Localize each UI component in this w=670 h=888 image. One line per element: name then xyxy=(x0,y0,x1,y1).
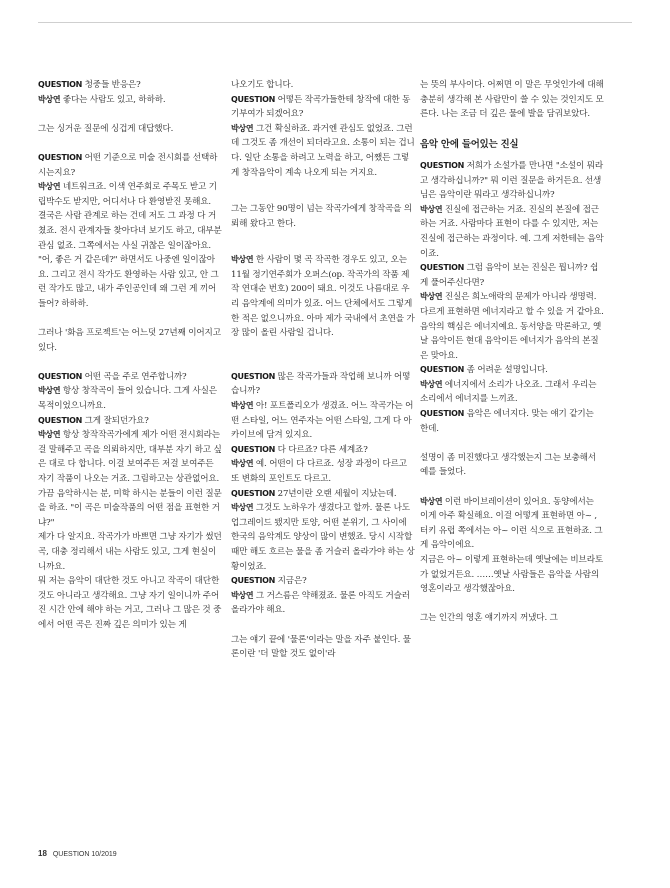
paragraph xyxy=(38,180,222,209)
paragraph-text: 항상 창작곡이 들어 있습니다. 그게 사실은 목적이었으니까요. xyxy=(38,386,217,412)
speaker-label: 박상연 xyxy=(420,292,443,302)
issue-label: QUESTION 10/2019 xyxy=(52,851,117,858)
speaker-label: 박상연 xyxy=(231,459,254,469)
paragraph-text: 결국은 사람 관계로 하는 건데 저도 그 과정 다 거쳤죠. 전시 관계자들 찾아다녀 보기도 하고, 대부분 관심 없죠. 그쪽에서는 사실 귀찮은 일이잖아요. "어, 좋은 거 같은데?" 하면서도 나중엔 일이잖아요. 그리고 전시 작가도 환영하는 사람 있고, 안 그런 작가도 많고, 내가 주인공인데 왜 그런 게 끼어들어? 하하하. xyxy=(38,211,222,309)
question-label: QUESTION xyxy=(231,94,276,104)
paragraph-text: 나오기도 합니다. xyxy=(231,80,294,90)
question-label: QUESTION xyxy=(38,152,83,162)
speaker-label: 박상연 xyxy=(231,503,254,513)
page-footer xyxy=(38,849,117,858)
paragraph-text: 어떻든 작곡가들한테 창작에 대한 동기부여가 되겠어요? xyxy=(231,94,411,120)
paragraph-gap xyxy=(231,618,415,633)
paragraph xyxy=(38,122,222,137)
paragraph xyxy=(420,159,604,203)
paragraph-text: 는 뜻의 부사이다. 어쩌면 이 말은 무엇인가에 대해 충분히 생각해 본 사람만이 쓸 수 있는 것인지도 모른다. 나는 조금 더 깊은 물에 발을 담궈보았다. xyxy=(420,80,604,120)
paragraph-text: 아! 포트폴리오가 생겼죠. 어느 작곡가는 어떤 스타일, 어느 연주자는 어떤 스타일, 그게 다 아카이브에 담겨 있지요. xyxy=(231,401,414,441)
question-label: QUESTION xyxy=(231,371,276,381)
paragraph-gap xyxy=(420,122,604,137)
paragraph xyxy=(420,320,604,364)
paragraph xyxy=(231,501,415,574)
paragraph xyxy=(231,370,415,399)
speaker-label: 박상연 xyxy=(38,386,61,396)
paragraph xyxy=(420,611,604,626)
speaker-label: 박상연 xyxy=(231,123,254,133)
paragraph xyxy=(420,553,604,597)
paragraph-gap xyxy=(231,341,415,370)
paragraph-gap xyxy=(420,597,604,612)
paragraph-text: 음악의 핵심은 에너지예요. 동서양을 막론하고, 옛날 음악이든 현대 음악이든 에너지가 음악의 본질은 맞아요. xyxy=(420,321,602,361)
paragraph xyxy=(420,378,604,407)
speaker-label: 박상연 xyxy=(231,590,254,600)
page-number: 18 xyxy=(38,849,47,858)
paragraph xyxy=(420,290,604,319)
paragraph-text: 어떤 곡을 주로 연주합니까? xyxy=(82,371,187,382)
paragraph-text: 그건 확실하죠. 과거엔 관심도 없었죠. 그런데 그것도 좀 개선이 되더라고요. 소통이 되는 겁니다. 일단 소통을 하려고 노력을 하고, 어쨌든 그렇게 창작음악이 계속 나오게 되는 거지요. xyxy=(231,123,415,178)
question-label: QUESTION xyxy=(231,576,276,586)
paragraph xyxy=(38,487,222,531)
paragraph-text: 그는 싱거운 질문에 싱겁게 대답했다. xyxy=(38,123,174,134)
paragraph-text: 그 거스름은 약해졌죠. 물론 아직도 거슬러 올라가야 해요. xyxy=(231,590,410,616)
speaker-label: 박상연 xyxy=(231,255,254,265)
paragraph-text: 설명이 좀 미진했다고 생각했는지 그는 보충해서 예를 들었다. xyxy=(420,452,596,478)
paragraph-text: 지금은? xyxy=(275,576,307,587)
paragraph xyxy=(38,151,222,180)
paragraph-text: 한 사람이 몇 곡 작곡한 경우도 있고, 오는 11월 정기연주회가 오퍼스(op. 작곡가의 작품 제작 연대순 번호) 200이 돼요. 이것도 나름대로 우리 음악계에 의미가 있죠. 어느 단체에서도 그렇게 한 적은 없으니까요. 아마 제가 국내에서 초연을 가장 많이 올린 사람일 겁니다. xyxy=(231,255,415,339)
question-label: QUESTION xyxy=(420,263,465,273)
paragraph-gap xyxy=(420,480,604,495)
column-2 xyxy=(231,78,415,662)
paragraph-gap xyxy=(38,355,222,370)
paragraph-gap xyxy=(38,312,222,327)
paragraph-text: 항상 창작작곡가에게 제가 어떤 전시회라는 걸 말해주고 곡을 의뢰하지만, 대부분 자기 하고 싶은 대로 다 합니다. 이걸 보여주든 저걸 보여주든 자기 작품이 나오는 거죠. 그림하고는 상관없어요. xyxy=(38,430,222,485)
paragraph xyxy=(420,203,604,261)
paragraph-text: 많은 작곡가들과 작업해 보니까 어떻습니까? xyxy=(231,371,411,397)
paragraph-text: 좋다는 사람도 있고, 하하하. xyxy=(60,94,166,105)
paragraph xyxy=(38,384,222,413)
paragraph xyxy=(231,253,415,341)
question-label: QUESTION xyxy=(420,409,465,419)
question-label: QUESTION xyxy=(420,365,465,375)
paragraph-text: 그것도 노하우가 생겼다고 할까. 물론 나도 업그레이드 됐지만 토양, 어떤 분위기, 그 사이에 한국의 음악계도 양상이 많이 변했죠. 당시 시작할 때만 해도 흐르는 물을 좀 거슬러 올라가야 하는 상황이었죠. xyxy=(231,503,415,572)
question-label: QUESTION xyxy=(231,444,276,454)
paragraph-text: 에너지에서 소리가 나오죠. 그래서 우리는 소리에서 에너지를 느끼죠. xyxy=(420,379,597,405)
paragraph xyxy=(420,407,604,436)
paragraph xyxy=(231,589,415,618)
speaker-label: 박상연 xyxy=(420,379,443,389)
paragraph-gap xyxy=(38,136,222,151)
paragraph xyxy=(38,78,222,93)
paragraph xyxy=(231,93,415,122)
speaker-label: 박상연 xyxy=(231,401,254,411)
speaker-label: 박상연 xyxy=(38,94,61,104)
paragraph xyxy=(420,78,604,122)
paragraph-text: 진실에 접근하는 거죠. 진실의 본질에 접근하는 거죠. 사람마다 표현이 다를 수 있지만, 저는 진실에 접근하는 과정이다. 예. 그게 저한테는 음악이죠. xyxy=(420,204,604,259)
paragraph xyxy=(38,530,222,574)
speaker-label: 박상연 xyxy=(38,430,61,440)
question-label: QUESTION xyxy=(231,488,276,498)
paragraph-text: 진실은 희노애락의 문제가 아니라 생명력. 다르게 표현하면 에너지라고 할 수 있을 거 같아요. xyxy=(420,292,604,317)
paragraph xyxy=(38,414,222,429)
paragraph-text: 뭐 저는 음악이 대단한 것도 아니고 작곡이 대단한 것도 아니라고 생각해요. 그냥 자기 일이니까 주어진 시간 안에 해야 하는 거고, 그러나 그 많은 것 중에서 어떤 곡은 진짜 깊은 의미가 있는 게 xyxy=(38,576,222,630)
paragraph-gap xyxy=(38,107,222,122)
paragraph xyxy=(420,451,604,480)
paragraph xyxy=(38,370,222,385)
paragraph xyxy=(420,261,604,290)
paragraph-text: 그는 얘기 끝에 '물론'이라는 말을 자주 붙인다. 물론이란 '더 말할 것도 없이'라 xyxy=(231,634,411,660)
paragraph-text: 청중들 반응은? xyxy=(82,80,141,90)
paragraph-text: 제가 다 알지요. 작곡가가 바쁘면 그냥 자기가 썼던 곡, 대충 정리해서 내는 사람도 있고, 그게 현실이니까요. xyxy=(38,532,222,572)
paragraph-text: 가끔 음악하시는 분, 미학 하시는 분들이 이런 질문을 하죠. "이 곡은 미술작품의 어떤 점을 표현한 거냐?" xyxy=(38,488,222,528)
paragraph-text: 저희가 소설가를 만나면 "소설이 뭐라고 생각하십니까?" 뭐 이런 질문을 하거든요. 선생님은 음악이란 뭐라고 생각하십니까? xyxy=(420,160,604,201)
paragraph-text: 네트워크죠. 이색 연주회로 주목도 받고 기립박수도 받지만, 어디서나 다 환영받진 못해요. xyxy=(38,182,217,207)
paragraph-text: 음악은 에너지다. 맞는 얘기 같기는 한데. xyxy=(420,409,594,434)
paragraph-text: 그러나 '화음 프로젝트'는 어느덧 27년째 이어지고 있다. xyxy=(38,328,221,353)
paragraph-text: 27년이란 오랜 세월이 지났는데. xyxy=(275,488,397,499)
speaker-label: 박상연 xyxy=(420,204,443,214)
paragraph-text: 다 다르죠? 다른 세계죠? xyxy=(275,444,368,455)
paragraph-gap xyxy=(231,231,415,253)
paragraph xyxy=(38,93,222,108)
paragraph xyxy=(38,574,222,632)
paragraph-text: 그는 그동안 90명이 넘는 작곡가에게 창작곡을 의뢰해 왔다고 한다. xyxy=(231,204,413,229)
paragraph xyxy=(231,78,415,93)
paragraph-gap xyxy=(231,180,415,202)
question-label: QUESTION xyxy=(38,415,83,425)
paragraph xyxy=(231,487,415,502)
paragraph xyxy=(231,574,415,589)
question-label: QUESTION xyxy=(38,371,83,381)
top-rule xyxy=(38,22,632,23)
paragraph-text: 좀 어려운 설명입니다. xyxy=(464,365,548,376)
paragraph xyxy=(38,428,222,486)
paragraph-text: 지금은 아~ 이렇게 표현하는데 옛날에는 비브라토가 없었거든요. ……옛날 사람들은 음악을 사람의 영혼이라고 생각했잖아요. xyxy=(420,555,603,595)
paragraph-text: 어떤 기준으로 미술 전시회를 선택하시는지요? xyxy=(38,152,218,178)
paragraph-text: 예. 어떤이 다 다르죠. 성장 과정이 다르고 또 변화의 포인트도 다르고. xyxy=(231,459,407,485)
paragraph xyxy=(420,363,604,378)
paragraph xyxy=(231,202,415,231)
paragraph xyxy=(38,326,222,355)
paragraph xyxy=(231,633,415,662)
paragraph xyxy=(231,399,415,443)
paragraph-text: 그럼 음악이 보는 진실은 뭡니까? 쉽게 풀어주신다면? xyxy=(420,263,599,288)
speaker-label: 박상연 xyxy=(420,496,443,506)
paragraph xyxy=(231,457,415,486)
paragraph xyxy=(231,443,415,458)
question-label: QUESTION xyxy=(420,160,465,170)
section-heading: 음악 안에 들어있는 진실 xyxy=(420,139,519,151)
speaker-label: 박상연 xyxy=(38,182,61,192)
paragraph-text: 그는 인간의 영혼 얘기까지 꺼냈다. 그 xyxy=(420,613,558,624)
paragraph-text: 이런 바이브레이션이 있어요. 동양에서는 이게 아주 확실해요. 이걸 어떻게 표현하면 아~ , 터키 유럽 쪽에서는 아~ 이런 식으로 표현하죠. 그게 음악이에요. xyxy=(420,496,603,551)
question-label: QUESTION xyxy=(38,80,83,89)
column-3 xyxy=(420,78,604,626)
paragraph xyxy=(420,495,604,553)
paragraph xyxy=(231,122,415,180)
paragraph-gap xyxy=(420,436,604,451)
column-1 xyxy=(38,78,222,633)
paragraph xyxy=(38,209,222,311)
paragraph-text: 그게 잘되던가요? xyxy=(82,415,149,426)
